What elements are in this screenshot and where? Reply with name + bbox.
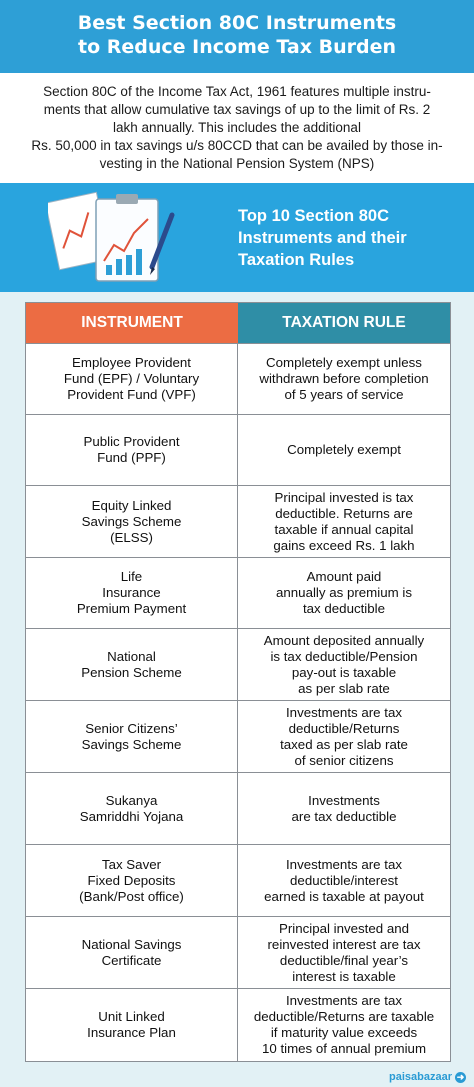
table-row <box>26 628 450 700</box>
brand-mark-icon: ➜ <box>456 1071 465 1082</box>
instrument-cell: Tax Saver Fixed Deposits (Bank/Post office) <box>26 845 238 916</box>
rule-cell: Completely exempt <box>287 442 401 457</box>
rule-cell: Investments are tax deductible/interest earned is taxable at payout <box>264 856 424 904</box>
instrument-cell: Unit Linked Insurance Plan <box>26 989 238 1061</box>
table-row <box>26 772 450 844</box>
instrument-cell: Life Insurance Premium Payment <box>26 558 238 628</box>
brand-logo <box>389 1071 466 1083</box>
rule-cell: Amount deposited annually is tax deductible/Pension pay-out is taxable as per slab rate <box>263 632 425 696</box>
table-row <box>26 485 450 557</box>
intro-line-2: ments that allow cumulative tax savings of up to the limit of Rs. 2 <box>43 102 431 117</box>
instrument-cell: Sukanya Samriddhi Yojana <box>26 773 238 844</box>
table-row <box>26 916 450 988</box>
rule-cell: Completely exempt unless withdrawn before completion of 5 years of service <box>259 355 429 402</box>
intro-text <box>0 73 474 173</box>
rule-cell: Investments are tax deductible/Returns are taxable if maturity value exceeds 10 times of annual premium <box>253 993 435 1056</box>
rule-cell: Investments are tax deductible/Returns taxed as per slab rate of senior citizens <box>280 704 408 768</box>
instrument-cell: National Savings Certificate <box>26 917 238 988</box>
instrument-cell: Equity Linked Savings Scheme (ELSS) <box>26 486 238 557</box>
instrument-cell: Senior Citizens’ Savings Scheme <box>26 701 238 772</box>
instrument-cell: National Pension Scheme <box>26 629 238 700</box>
table-row <box>26 844 450 916</box>
rule-cell: Principal invested is tax deductible. Returns are taxable if annual capital gains exceed Rs. 1 lakh <box>273 489 415 553</box>
brand-name: paisabazaar <box>389 1071 452 1083</box>
page-header <box>0 0 474 73</box>
title-line-1: Best Section 80C Instruments <box>77 12 397 34</box>
title-line-2: to Reduce Income Tax Burden <box>78 36 396 58</box>
table-row <box>26 343 450 414</box>
rule-cell: Investments are tax deductible <box>291 792 397 824</box>
subtitle-line-1: Top 10 Section 80C <box>238 207 389 225</box>
table-row <box>26 700 450 772</box>
taxation-rule-column-header: TAXATION RULE <box>238 303 450 343</box>
intro-line-3: lakh annually. This includes the additional <box>113 120 361 135</box>
instrument-column-header: INSTRUMENT <box>26 303 238 343</box>
instrument-cell: Public Provident Fund (PPF) <box>26 415 238 485</box>
intro-line-5: vesting in the National Pension System (NPS) <box>99 156 375 171</box>
rule-cell: Amount paid annually as premium is tax deductible <box>276 569 412 616</box>
subtitle-line-2: Instruments and their <box>238 229 407 247</box>
table-row <box>26 414 450 485</box>
table-row <box>26 557 450 628</box>
rule-cell: Principal invested and reinvested interest are tax deductible/final year’s interest is taxable <box>267 920 421 984</box>
intro-line-1: Section 80C of the Income Tax Act, 1961 features multiple instru- <box>43 84 431 99</box>
intro-line-4: Rs. 50,000 in tax savings u/s 80CCD that can be availed by those in- <box>31 138 443 153</box>
subtitle-line-3: Taxation Rules <box>238 251 355 269</box>
section-subtitle <box>238 205 407 271</box>
chart-clipboard-icon <box>48 189 188 289</box>
table-header <box>26 303 450 343</box>
section-band <box>0 183 474 292</box>
instruments-table <box>25 302 451 1062</box>
intro-panel <box>0 73 474 183</box>
instrument-cell: Employee Provident Fund (EPF) / Voluntary Provident Fund (VPF) <box>26 344 238 414</box>
table-row <box>26 988 450 1061</box>
